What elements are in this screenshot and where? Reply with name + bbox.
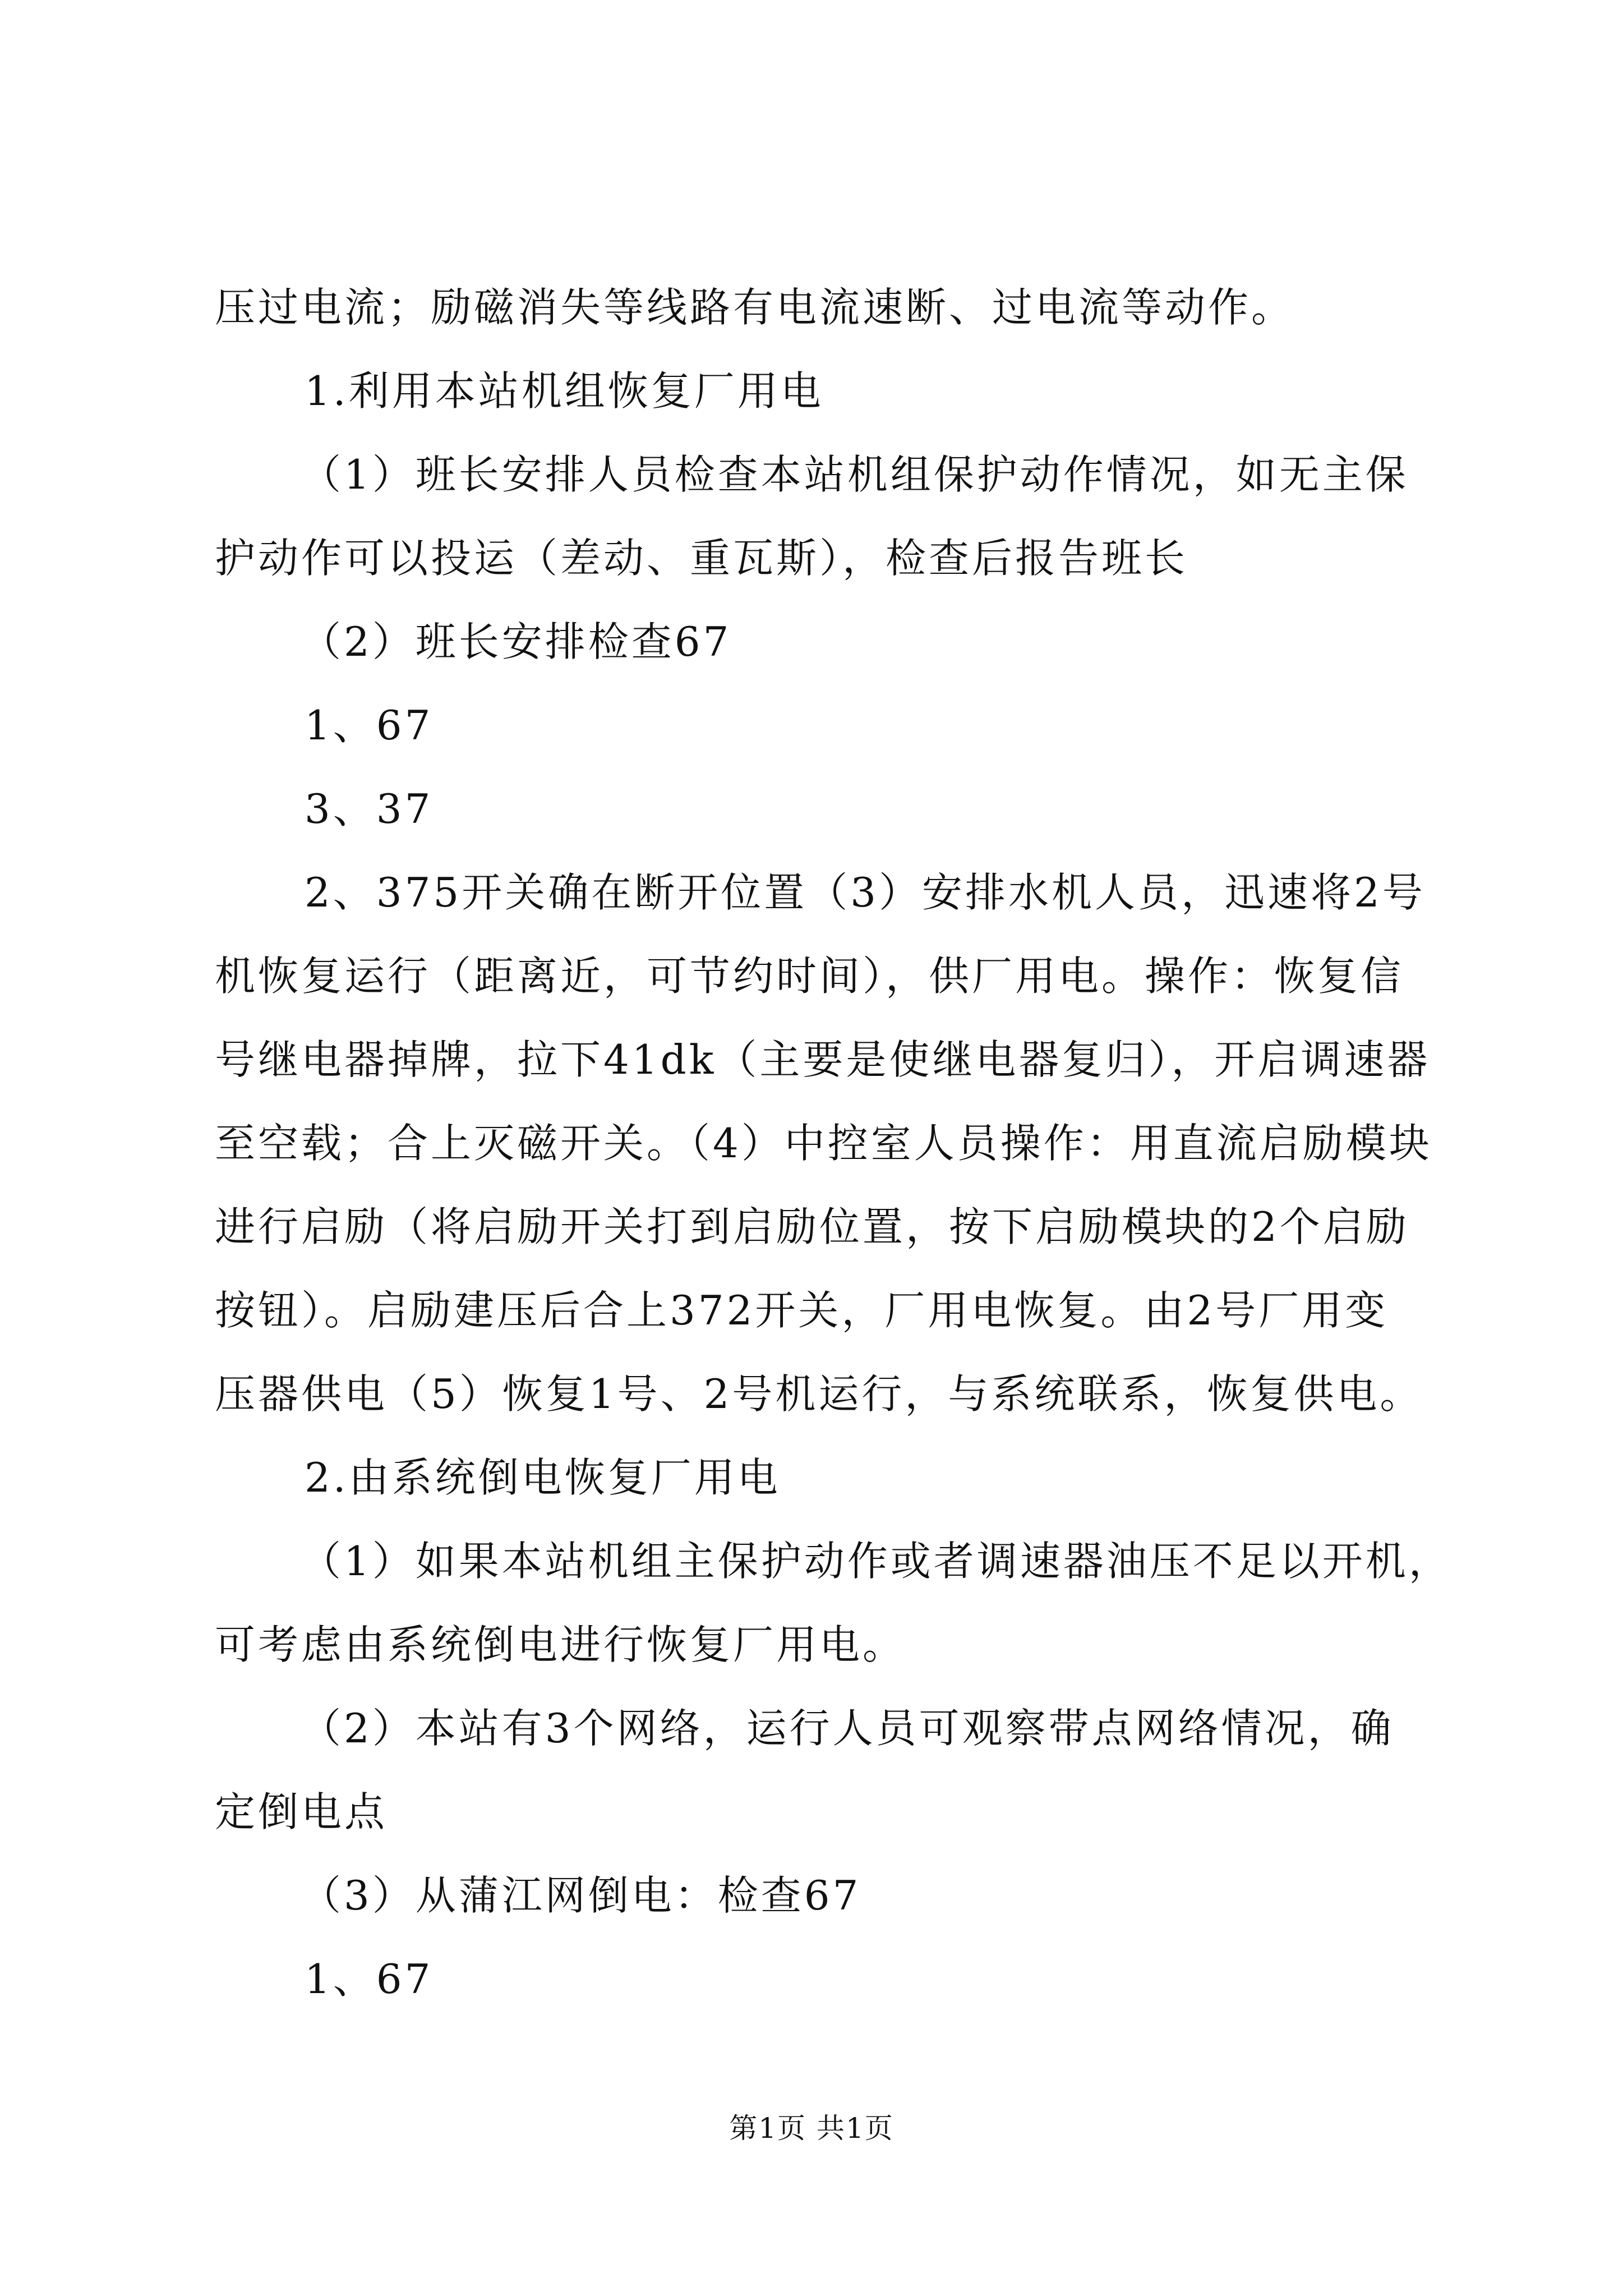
text-line: 1、67 xyxy=(305,1955,434,2003)
text-line: 按钮）。启励建压后合上372开关，厂用电恢复。由2号厂用变 xyxy=(215,1287,1389,1334)
text-line: （2）班长安排检查67 xyxy=(301,618,732,665)
section-heading: 2.由系统倒电恢复厂用电 xyxy=(305,1454,781,1501)
text-line: 定倒电点 xyxy=(215,1788,388,1835)
text-line: 护动作可以投运（差动、重瓦斯），检查后报告班长 xyxy=(215,535,1188,582)
text-line: 进行启励（将启励开关打到启励位置，按下启励模块的2个启励 xyxy=(215,1203,1409,1250)
text-line: （2）本站有3个网络，运行人员可观察带点网络情况，确 xyxy=(301,1705,1394,1752)
text-line: 可考虑由系统倒电进行恢复厂用电。 xyxy=(215,1621,906,1668)
text-line: （1）班长安排人员检查本站机组保护动作情况，如无主保 xyxy=(301,451,1409,498)
page-number-footer: 第1页 共1页 xyxy=(729,2112,894,2145)
text-line: 1、67 xyxy=(305,702,434,749)
text-line: 压器供电（5）恢复1号、2号机运行，与系统联系，恢复供电。 xyxy=(215,1370,1423,1418)
document-body xyxy=(215,266,1452,2021)
text-line: （3）从蒲江网倒电：检查67 xyxy=(301,1872,861,1919)
text-line: （1）如果本站机组主保护动作或者调速器油压不足以开机， xyxy=(301,1538,1452,1585)
text-line: 2、375开关确在断开位置（3）安排水机人员，迅速将2号 xyxy=(305,869,1426,916)
text-line: 3、37 xyxy=(305,785,434,832)
text-line: 机恢复运行（距离近，可节约时间），供厂用电。操作：恢复信 xyxy=(215,953,1404,1000)
section-heading: 1.利用本站机组恢复厂用电 xyxy=(305,367,824,415)
text-line: 至空载；合上灭磁开关。（4）中控室人员操作：用直流启励模块 xyxy=(215,1120,1432,1167)
text-line: 压过电流；励磁消失等线路有电流速断、过电流等动作。 xyxy=(215,284,1295,331)
text-line: 号继电器掉牌，拉下41dk（主要是使继电器复归），开启调速器 xyxy=(215,1036,1431,1083)
